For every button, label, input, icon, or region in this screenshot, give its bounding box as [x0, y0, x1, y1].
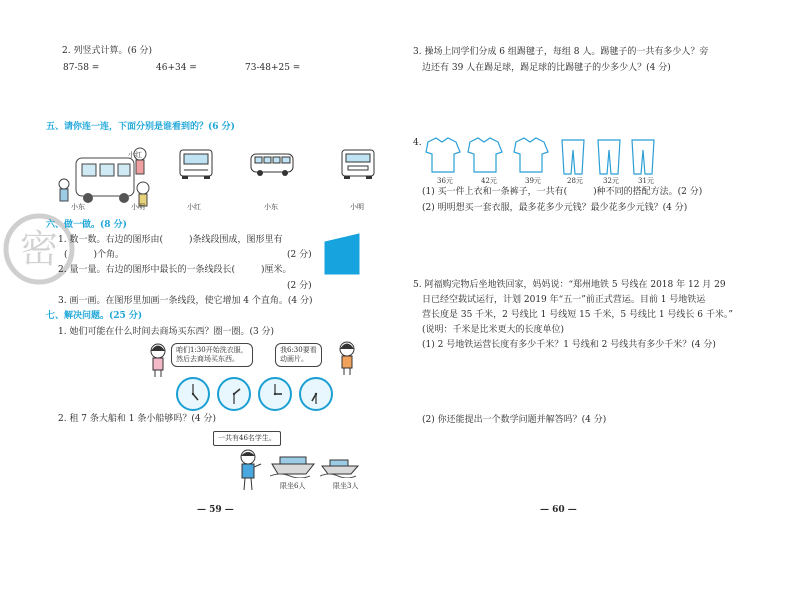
label-xiaohong: 小红 [128, 151, 142, 159]
calc-item-2: 46+34 = [156, 63, 197, 73]
section6-title: 六、做一做。(8 分) [46, 220, 127, 230]
sec6-q3: 3. 画一画。在图形里加画一条线段，使它增加 4 个直角。(4 分) [58, 296, 313, 306]
q4-sub2: (2) 明明想买一套衣服，最多花多少元钱？最少花多少元钱？(4 分) [422, 203, 688, 213]
calc-item-3: 73-48+25 = [245, 63, 301, 73]
boy-figure [233, 448, 263, 496]
clock-4[interactable] [299, 377, 333, 411]
sec6-q1-score: (2 分) [287, 250, 312, 260]
price-1: 36元 [437, 177, 453, 185]
sec7-q2: 2. 租 7 条大船和 1 条小船够吗？(4 分) [58, 414, 216, 424]
q5-line2: 日已经空载试运行，计划 2019 年“五一”前正式营运。目前 1 号地铁运 [422, 295, 706, 305]
bus-view-front [178, 148, 214, 184]
page-number-left: — 59 — [197, 505, 234, 515]
q3-line2: 边还有 39 人在踢足球，踢足球的比踢毽子的少多少人？(4 分) [422, 63, 671, 73]
label-xiaoming: 小明 [131, 203, 145, 211]
q5-line3: 营长度是 35 千米，2 号线比 1 号线短 15 千米，5 号线比 1 号线长 6 千米。” [422, 310, 733, 320]
girl-right [334, 340, 360, 380]
price-2: 42元 [481, 177, 497, 185]
section5-title: 五、请你连一连，下面分别是谁看到的？(6 分) [46, 122, 235, 132]
sec7-q1: 1. 她们可能在什么时间去商场买东西？圈一圈。(3 分) [58, 327, 275, 337]
q5-sub2: (2) 你还能提出一个数学问题并解答吗？(4 分) [422, 415, 607, 425]
clothes-row [420, 136, 660, 180]
clock-3[interactable] [258, 377, 292, 411]
bottom-label-2: 小东 [264, 203, 278, 211]
small-boat-label: 限坐3人 [333, 482, 359, 490]
bus-view-side [249, 150, 295, 182]
q2-title: 2. 列竖式计算。(6 分) [62, 46, 153, 56]
trapezoid-shape [323, 232, 363, 280]
sec6-q2-score: (2 分) [287, 281, 312, 291]
sec6-q1-line2: ( )个角。 [64, 250, 125, 260]
svg-text:密: 密 [19, 227, 59, 271]
q4-number: 4. [413, 138, 422, 148]
big-boat-label: 限坐6人 [280, 482, 306, 490]
speech-bubble-1: 咱们1:30开始洗衣服， 然后去商场买东西。 [171, 343, 253, 367]
clock-1[interactable] [176, 377, 210, 411]
q4-sub1: (1) 买一件上衣和一条裤子，一共有( )种不同的搭配方法。(2 分) [422, 187, 703, 197]
price-6: 31元 [638, 177, 654, 185]
speech-bubble-3: 一共有46名学生。 [213, 431, 281, 446]
clock-2[interactable] [217, 377, 251, 411]
big-boat [270, 452, 316, 482]
bus-view-back [340, 148, 376, 184]
q5-sub1: (1) 2 号地铁运营长度有多少千米？1 号线和 2 号线共有多少千米？(4 分) [422, 340, 716, 350]
small-boat [320, 454, 360, 482]
label-xiaodong: 小东 [71, 203, 85, 211]
sec6-q1-line1: 1. 数一数。右边的图形由( )条线段围成，图形里有 [58, 235, 283, 245]
section7-title: 七、解决问题。(25 分) [46, 311, 143, 321]
bottom-label-3: 小明 [350, 203, 364, 211]
price-4: 28元 [567, 177, 583, 185]
price-3: 39元 [525, 177, 541, 185]
price-5: 32元 [603, 177, 619, 185]
q5-line4: (说明：千米是比米更大的长度单位) [422, 325, 565, 335]
calc-item-1: 87-58 = [63, 63, 100, 73]
q3-line1: 3. 操场上同学们分成 6 组踢毽子，每组 8 人。踢毽子的一共有多少人？旁 [413, 47, 709, 57]
speech-bubble-2: 我6:30要看 动画片。 [275, 343, 322, 367]
q5-line1: 5. 阿福购完物后坐地铁回家，妈妈说：“郑州地铁 5 号线在 2018 年 12 月 29 [413, 280, 726, 290]
sec6-q2: 2. 量一量。右边的图形中最长的一条线段长( )厘米。 [58, 265, 292, 275]
page-number-right: — 60 — [540, 505, 577, 515]
girl-left [145, 342, 171, 382]
bottom-label-1: 小红 [187, 203, 201, 211]
